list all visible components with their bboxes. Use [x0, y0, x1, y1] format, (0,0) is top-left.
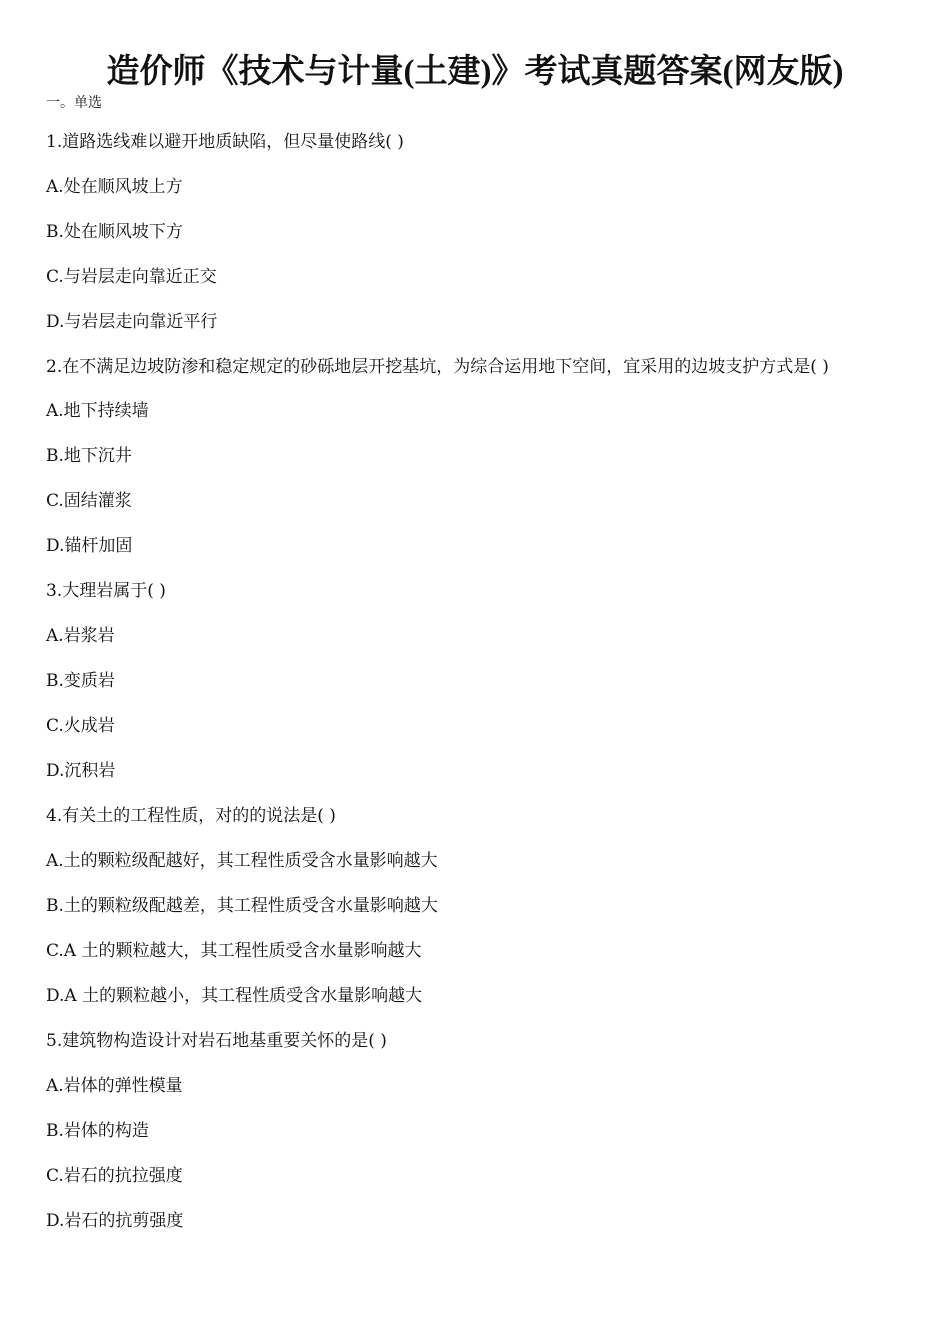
option-c: C.A 土的颗粒越大，其工程性质受含水量影响越大 [46, 941, 422, 961]
option-d: D.锚杆加固 [46, 536, 133, 556]
question-stem: 5.建筑物构造设计对岩石地基重要关怀的是( ) [46, 1031, 387, 1051]
question-block [46, 356, 906, 558]
question-stem: 1.道路选线难以避开地质缺陷，但尽量使路线( ) [46, 132, 404, 152]
option-c: C.火成岩 [46, 716, 115, 736]
section-heading: 一。单选 [46, 95, 102, 111]
question-block [46, 805, 906, 1008]
question-list [46, 131, 906, 1255]
question-block [46, 131, 906, 334]
option-c: C.与岩层走向靠近正交 [46, 267, 217, 287]
option-d: D.岩石的抗剪强度 [46, 1211, 184, 1231]
option-c: C.固结灌浆 [46, 491, 132, 511]
option-a: A.岩浆岩 [46, 626, 115, 646]
document-title: 造价师《技术与计量(土建)》考试真题答案(网友版) [106, 54, 844, 90]
option-b: B.变质岩 [46, 671, 115, 691]
question-block [46, 1030, 906, 1233]
option-b: B.土的颗粒级配越差，其工程性质受含水量影响越大 [46, 896, 438, 916]
option-a: A.岩体的弹性模量 [46, 1076, 183, 1096]
question-stem: 2.在不满足边坡防渗和稳定规定的砂砾地层开挖基坑，为综合运用地下空间，宜采用的边坡支护方式是( ) [46, 357, 829, 377]
option-b: B.岩体的构造 [46, 1121, 149, 1141]
question-stem: 3.大理岩属于( ) [46, 581, 166, 601]
option-d: D.A 土的颗粒越小，其工程性质受含水量影响越大 [46, 986, 423, 1006]
option-a: A.处在顺风坡上方 [46, 177, 183, 197]
option-b: B.处在顺风坡下方 [46, 222, 183, 242]
question-block [46, 580, 906, 783]
option-c: C.岩石的抗拉强度 [46, 1166, 183, 1186]
question-stem: 4.有关土的工程性质，对的的说法是( ) [46, 806, 336, 826]
option-d: D.沉积岩 [46, 761, 116, 781]
option-d: D.与岩层走向靠近平行 [46, 312, 218, 332]
option-b: B.地下沉井 [46, 446, 132, 466]
option-a: A.土的颗粒级配越好，其工程性质受含水量影响越大 [46, 851, 438, 871]
option-a: A.地下持续墙 [46, 401, 149, 421]
